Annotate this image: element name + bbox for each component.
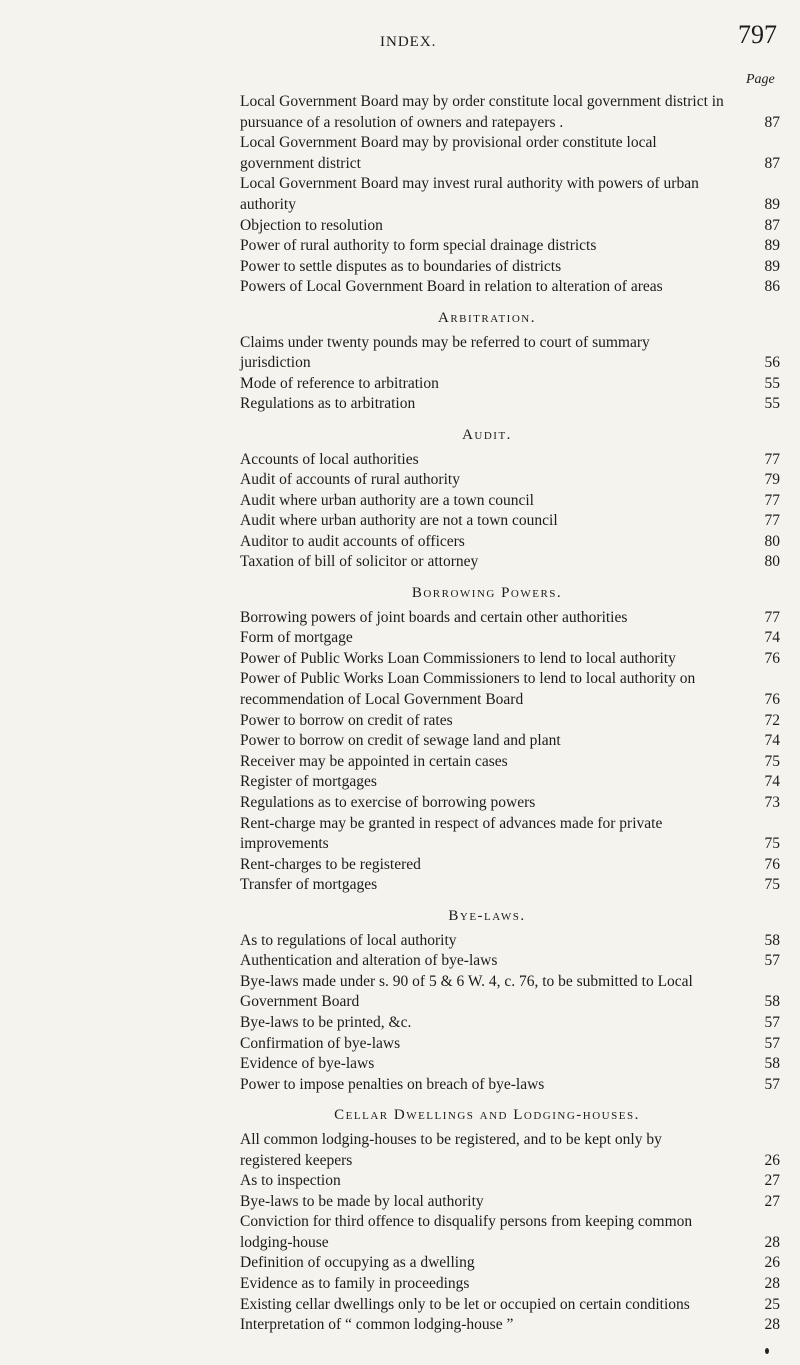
- index-entry-text: As to regulations of local authority: [240, 931, 457, 949]
- index-entry-page: 28: [764, 1233, 780, 1251]
- index-entry-text: Power to borrow on credit of sewage land and plant: [240, 732, 561, 750]
- index-entry-text: Power to settle disputes as to boundaries of districts: [240, 257, 562, 275]
- index-entry-text: Taxation of bill of solicitor or attorney: [240, 553, 479, 571]
- index-entry: [240, 793, 780, 814]
- index-entry-text: Power of rural authority to form special drainage districts: [240, 237, 597, 255]
- print-speck: [765, 1348, 769, 1354]
- index-entry-page: 89: [764, 195, 780, 213]
- index-entry: [240, 333, 780, 374]
- index-entry-page: 26: [764, 1254, 780, 1272]
- index-entry: [240, 752, 780, 773]
- page-number: 797: [738, 20, 777, 49]
- index-entry: [240, 1054, 780, 1075]
- index-entry-text: Register of mortgages: [240, 773, 377, 791]
- index-entry-text: Receiver may be appointed in certain cases: [240, 752, 508, 770]
- index-entry-page: 75: [764, 835, 780, 853]
- section-heading: Cellar Dwellings and Lodging-houses.: [334, 1107, 640, 1124]
- index-entry: [240, 133, 780, 174]
- index-entry: [240, 731, 780, 752]
- index-entry-text: Power to borrow on credit of rates: [240, 711, 453, 729]
- index-entry: [240, 814, 780, 855]
- index-entry: [240, 374, 780, 395]
- index-entry: [240, 1274, 780, 1295]
- index-entry-text: Bye-laws to be made by local authority: [240, 1192, 484, 1210]
- index-entry: [240, 450, 780, 471]
- index-entry-page: 58: [764, 931, 780, 949]
- index-entry-page: 72: [764, 711, 780, 729]
- index-entry-text: Rent-charges to be registered: [240, 855, 421, 873]
- index-entry: [240, 875, 780, 896]
- index-entry-page: 75: [764, 876, 780, 894]
- index-entry-page: 58: [764, 993, 780, 1011]
- index-entry-text: Power to impose penalties on breach of bye-laws: [240, 1075, 545, 1093]
- index-entry: [240, 972, 780, 1013]
- index-entry-page: 77: [764, 512, 780, 530]
- index-entry-page: 73: [764, 794, 780, 811]
- index-entry-page: 74: [764, 629, 780, 647]
- index-entry: [240, 470, 780, 491]
- index-entry-text: As to inspection: [240, 1172, 341, 1190]
- index-entry-text: Transfer of mortgages: [240, 876, 378, 894]
- index-entry-page: 77: [764, 608, 780, 626]
- index-entry-text: Audit where urban authority are not a town council: [240, 512, 558, 530]
- index-entry-page: 76: [764, 855, 780, 873]
- index-entry: [240, 1253, 780, 1274]
- index-entry-page: 57: [764, 1034, 780, 1052]
- index-entry-text: Audit where urban authority are a town council: [240, 491, 534, 509]
- index-entry-text: Borrowing powers of joint boards and certain other authorities: [240, 608, 628, 626]
- index-entry-text: Evidence of bye-laws: [240, 1055, 375, 1073]
- index-entry: [240, 394, 780, 415]
- index-entry-text: Regulations as to exercise of borrowing powers: [240, 794, 536, 811]
- section-heading: Bye-laws.: [448, 907, 526, 924]
- index-entry-page: 87: [764, 113, 780, 131]
- index-entry-page: 75: [764, 752, 780, 770]
- index-entry: [240, 552, 780, 573]
- index-entry-page: 25: [764, 1295, 780, 1313]
- index-entry-text: Bye-laws to be printed, &c.: [240, 1013, 412, 1031]
- index-entry-text: Definition of occupying as a dwelling: [240, 1254, 475, 1272]
- index-entry-page: 57: [764, 952, 780, 970]
- index-entry-text: Evidence as to family in proceedings: [240, 1275, 470, 1293]
- index-entry-text: Authentication and alteration of bye-laws: [240, 952, 498, 970]
- index-entry: [240, 277, 780, 298]
- index-entry-text: Local Government Board may by provisional order constitute local government district: [240, 134, 657, 172]
- index-entry: [240, 772, 780, 793]
- index-entry-text: Bye-laws made under s. 90 of 5 & 6 W. 4, c. 76, to be submitted to Local Government Board: [240, 972, 693, 1011]
- index-entry: [240, 511, 780, 532]
- index-entry: [240, 491, 780, 512]
- index-entry-text: All common lodging-houses to be registered, and to be kept only by registered keepers: [240, 1130, 662, 1169]
- index-entry-text: Regulations as to arbitration: [240, 395, 416, 413]
- index-entry-page: 76: [764, 691, 780, 709]
- section-heading: Arbitration.: [438, 309, 536, 326]
- index-entry-text: Local Government Board may by order constitute local government district in pursuance of a resolution of owners and ratepayers .: [240, 93, 724, 131]
- index-entry-text: Form of mortgage: [240, 629, 353, 647]
- index-entry-page: 87: [764, 154, 780, 172]
- index-entry-page: 77: [764, 450, 780, 468]
- index-entry: [240, 1013, 780, 1034]
- index-entry: [240, 628, 780, 649]
- index-entry-text: Power of Public Works Loan Commissioners to lend to local authority: [240, 649, 676, 667]
- index-entry-page: 74: [764, 732, 780, 750]
- index-entry-page: 27: [764, 1172, 780, 1190]
- index-entry: [240, 608, 780, 629]
- index-entry-text: Mode of reference to arbitration: [240, 374, 439, 392]
- index-entry-page: 74: [764, 773, 780, 791]
- index-entry: [240, 669, 780, 710]
- index-entry-page: 87: [764, 216, 780, 234]
- index-entry-page: 27: [764, 1192, 780, 1210]
- section-heading: Borrowing Powers.: [411, 585, 563, 602]
- index-entry-text: Confirmation of bye-laws: [240, 1034, 401, 1052]
- index-entry-text: Rent-charge may be granted in respect of advances made for private improvements: [240, 814, 663, 853]
- index-entry-page: 26: [764, 1151, 780, 1169]
- index-entry-text: Objection to resolution: [240, 216, 383, 234]
- index-entry-text: Conviction for third offence to disqualify persons from keeping common lodging-house: [240, 1213, 693, 1251]
- index-entry-page: 79: [764, 471, 780, 489]
- index-entry-page: 80: [764, 553, 780, 571]
- index-entry: [240, 711, 780, 732]
- index-entry: [240, 216, 780, 237]
- index-entry-page: 77: [764, 491, 780, 509]
- index-entry: [240, 951, 780, 972]
- index-entry-page: 28: [764, 1316, 780, 1334]
- index-entry-page: 89: [764, 237, 780, 255]
- index-entry: [240, 855, 780, 876]
- index-entry: [240, 257, 780, 278]
- index-entry: [240, 532, 780, 553]
- index-entry-text: Power of Public Works Loan Commissioners to lend to local authority on recommendation of Local Government Board: [240, 670, 696, 709]
- running-head: INDEX.: [380, 34, 437, 50]
- index-entry: [240, 1034, 780, 1055]
- index-entry-text: Existing cellar dwellings only to be let or occupied on certain conditions: [240, 1295, 690, 1313]
- index-entry-page: 55: [764, 374, 780, 392]
- index-entry: [240, 174, 780, 215]
- index-entry-page: 57: [764, 1013, 780, 1031]
- index-entry-text: Claims under twenty pounds may be referred to court of summary jurisdiction: [240, 333, 650, 372]
- index-entry: [240, 1130, 780, 1171]
- index-entry: [240, 931, 780, 952]
- index-body: [240, 92, 780, 1336]
- index-entry-page: 86: [764, 278, 780, 296]
- index-entry-page: 57: [764, 1075, 780, 1093]
- index-entry-text: Powers of Local Government Board in relation to alteration of areas: [240, 278, 663, 296]
- index-entry: [240, 1171, 780, 1192]
- index-entry: [240, 1212, 780, 1253]
- index-entry: [240, 236, 780, 257]
- index-entry-page: 89: [764, 257, 780, 275]
- index-entry: [240, 92, 780, 133]
- index-entry: [240, 1295, 780, 1316]
- index-entry: [240, 1315, 780, 1336]
- index-entry-page: 28: [764, 1275, 780, 1293]
- page-column-label: Page: [746, 72, 775, 87]
- index-entry-text: Auditor to audit accounts of officers: [240, 532, 465, 550]
- index-entry-text: Accounts of local authorities: [240, 450, 419, 468]
- index-entry: [240, 1192, 780, 1213]
- index-entry-page: 80: [764, 532, 780, 550]
- index-entry: [240, 649, 780, 670]
- index-entry-text: Local Government Board may invest rural authority with powers of urban authority: [240, 175, 699, 213]
- index-entry-text: Interpretation of “ common lodging-house ”: [240, 1316, 514, 1334]
- index-entry-page: 55: [764, 395, 780, 413]
- index-entry: [240, 1075, 780, 1096]
- index-entry-page: 56: [764, 354, 780, 372]
- index-entry-page: 76: [764, 649, 780, 667]
- index-entry-text: Audit of accounts of rural authority: [240, 471, 460, 489]
- section-heading: Audit.: [462, 426, 512, 443]
- index-entry-page: 58: [764, 1055, 780, 1073]
